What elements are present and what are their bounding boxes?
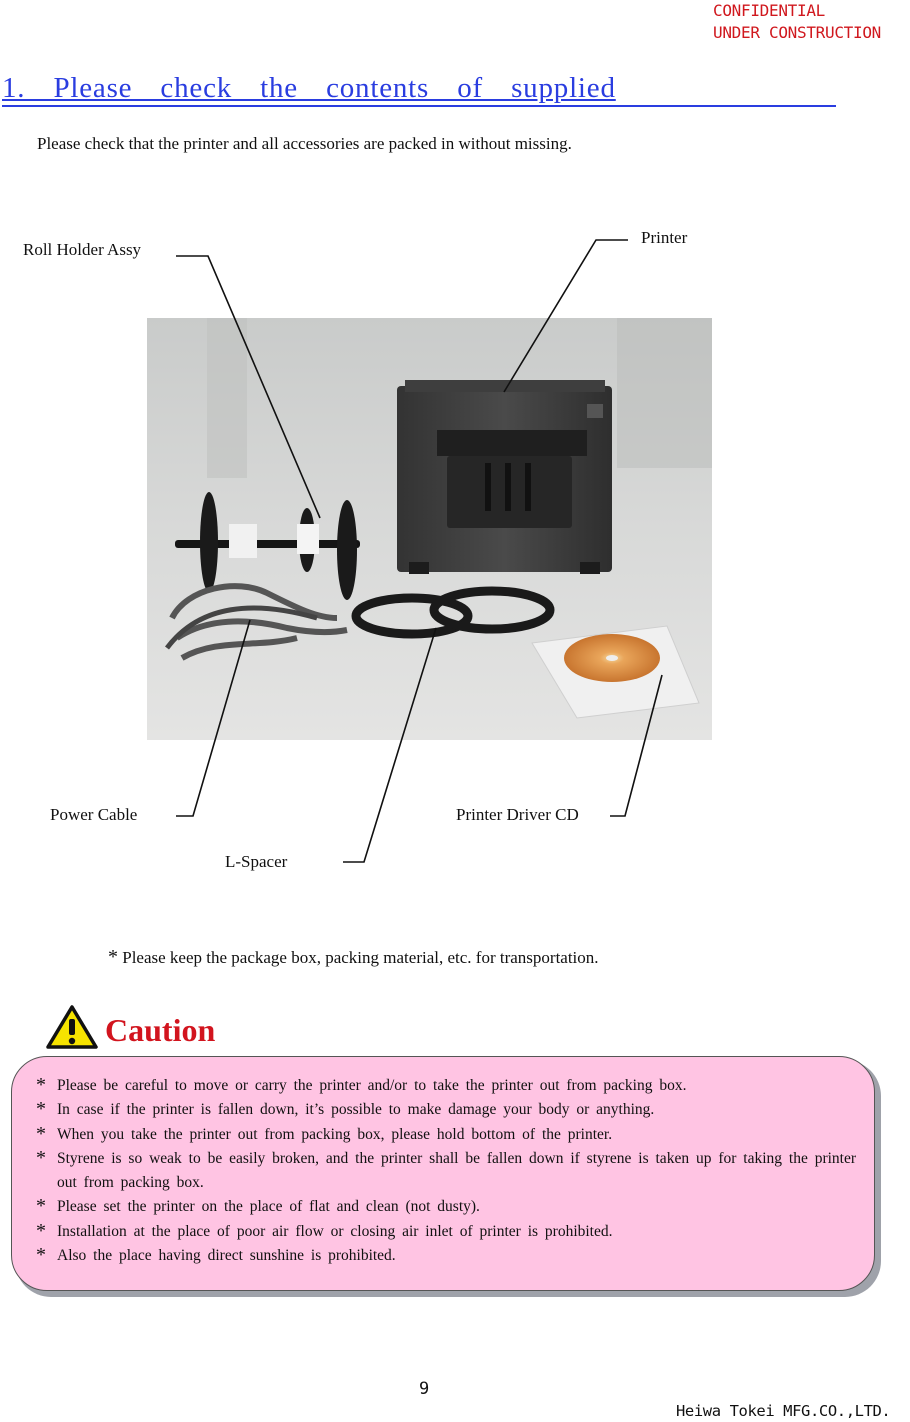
caution-heading: Caution (105, 1012, 216, 1048)
under-construction-label: UNDER CONSTRUCTION (713, 23, 881, 42)
title-underline (2, 105, 836, 107)
label-l-spacer: L-Spacer (225, 852, 288, 871)
caution-item: * Installation at the place of poor air flow or closing air inlet of printer is prohibited. (36, 1219, 613, 1242)
note-asterisk: * (108, 946, 118, 968)
warning-icon (46, 1004, 98, 1050)
product-photo (147, 318, 712, 740)
page-number: 9 (419, 1379, 430, 1399)
caution-item: * In case if the printer is fallen down, it’s possible to make damage your body or anything. (36, 1098, 655, 1121)
label-printer: Printer (641, 228, 688, 247)
section-title: 1. Please check the contents of supplied (2, 72, 616, 104)
caution-list (36, 1074, 856, 1268)
caution-item: * When you take the printer out from packing box, please hold bottom of the printer. (36, 1122, 613, 1145)
intro-text: Please check that the printer and all accessories are packed in without missing. (37, 134, 572, 153)
caution-item: * Please be careful to move or carry the printer and/or to take the printer out from packing box. (36, 1074, 687, 1096)
company-name: Heiwa Tokei MFG.CO.,LTD. (676, 1402, 891, 1420)
caution-item: * Also the place having direct sunshine is prohibited. (36, 1244, 396, 1267)
confidential-stamp (713, 0, 908, 44)
label-roll-holder: Roll Holder Assy (23, 240, 142, 259)
caution-item: * Please set the printer on the place of flat and clean (not dusty). (36, 1195, 480, 1218)
label-power-cable: Power Cable (50, 805, 138, 824)
confidential-label: CONFIDENTIAL (713, 1, 825, 20)
caution-item: * Styrene is so weak to be easily broken, and the printer shall be fallen down if styrene is taken up for taking the printer out from packing box. (36, 1146, 857, 1192)
label-driver-cd: Printer Driver CD (456, 805, 579, 824)
transport-note (108, 946, 599, 969)
note-text: Please keep the package box, packing material, etc. for transportation. (122, 948, 599, 967)
